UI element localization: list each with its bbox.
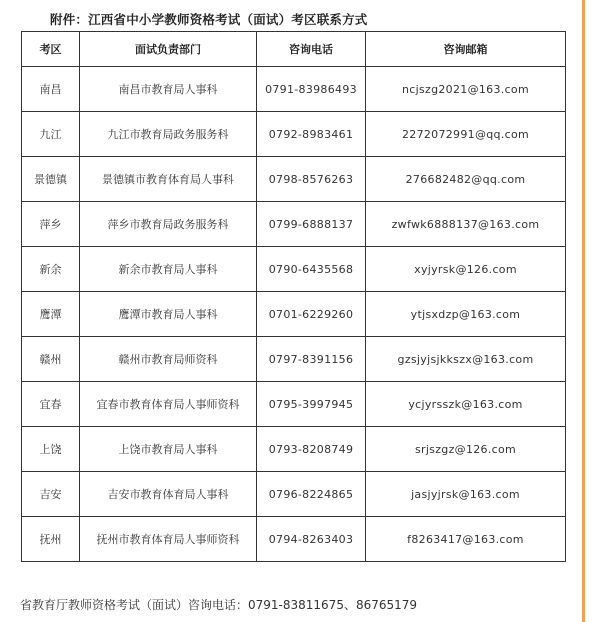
cell-phone: 0790-6435568 <box>257 247 366 292</box>
footer-contact-line: 省教育厅教师资格考试（面试）咨询电话：0791-83811675、86765179 <box>20 598 418 612</box>
cell-department: 萍乡市教育局政务服务科 <box>80 202 257 247</box>
cell-phone: 0798-8576263 <box>257 157 366 202</box>
table-row <box>22 112 566 157</box>
cell-phone: 0799-6888137 <box>257 202 366 247</box>
cell-phone: 0792-8983461 <box>257 112 366 157</box>
cell-department: 抚州市教育体育局人事师资科 <box>80 517 257 562</box>
cell-department: 上饶市教育局人事科 <box>80 427 257 472</box>
cell-department: 景德镇市教育体育局人事科 <box>80 157 257 202</box>
page-title: 附件：江西省中小学教师资格考试（面试）考区联系方式 <box>50 12 368 27</box>
contact-table <box>21 31 566 562</box>
cell-region: 新余 <box>22 247 80 292</box>
cell-department: 鹰潭市教育局人事科 <box>80 292 257 337</box>
table-row <box>22 337 566 382</box>
cell-email: ycjyrsszk@163.com <box>366 382 566 427</box>
table-row <box>22 427 566 472</box>
cell-department: 赣州市教育局师资科 <box>80 337 257 382</box>
cell-department: 吉安市教育体育局人事科 <box>80 472 257 517</box>
cell-region: 宜春 <box>22 382 80 427</box>
cell-region: 萍乡 <box>22 202 80 247</box>
cell-phone: 0793-8208749 <box>257 427 366 472</box>
cell-email: f8263417@163.com <box>366 517 566 562</box>
cell-region: 抚州 <box>22 517 80 562</box>
table-row <box>22 157 566 202</box>
header-email: 咨询邮箱 <box>366 32 566 67</box>
header-department: 面试负责部门 <box>80 32 257 67</box>
cell-email: srjszgz@126.com <box>366 427 566 472</box>
header-region: 考区 <box>22 32 80 67</box>
cell-phone: 0795-3997945 <box>257 382 366 427</box>
cell-department: 新余市教育局人事科 <box>80 247 257 292</box>
cell-email: xyjyrsk@126.com <box>366 247 566 292</box>
table-row <box>22 517 566 562</box>
cell-phone: 0797-8391156 <box>257 337 366 382</box>
cell-region: 景德镇 <box>22 157 80 202</box>
cell-department: 宜春市教育体育局人事师资科 <box>80 382 257 427</box>
table-row <box>22 247 566 292</box>
cell-region: 南昌 <box>22 67 80 112</box>
table-row <box>22 292 566 337</box>
cell-region: 鹰潭 <box>22 292 80 337</box>
table-row <box>22 202 566 247</box>
table-row <box>22 67 566 112</box>
cell-region: 赣州 <box>22 337 80 382</box>
contact-table-container <box>21 31 565 562</box>
table-header-row <box>22 32 566 67</box>
cell-email: jasjyjrsk@163.com <box>366 472 566 517</box>
cell-department: 南昌市教育局人事科 <box>80 67 257 112</box>
cell-email: zwfwk6888137@163.com <box>366 202 566 247</box>
cell-region: 九江 <box>22 112 80 157</box>
cell-email: ncjszg2021@163.com <box>366 67 566 112</box>
cell-phone: 0701-6229260 <box>257 292 366 337</box>
cell-phone: 0794-8263403 <box>257 517 366 562</box>
cell-region: 上饶 <box>22 427 80 472</box>
header-phone: 咨询电话 <box>257 32 366 67</box>
cell-region: 吉安 <box>22 472 80 517</box>
table-row <box>22 472 566 517</box>
cell-phone: 0796-8224865 <box>257 472 366 517</box>
cell-phone: 0791-83986493 <box>257 67 366 112</box>
orange-accent-bar <box>582 0 585 622</box>
cell-email: gzsjyjsjkkszx@163.com <box>366 337 566 382</box>
table-row <box>22 382 566 427</box>
cell-email: 276682482@qq.com <box>366 157 566 202</box>
cell-email: ytjsxdzp@163.com <box>366 292 566 337</box>
cell-department: 九江市教育局政务服务科 <box>80 112 257 157</box>
cell-email: 2272072991@qq.com <box>366 112 566 157</box>
